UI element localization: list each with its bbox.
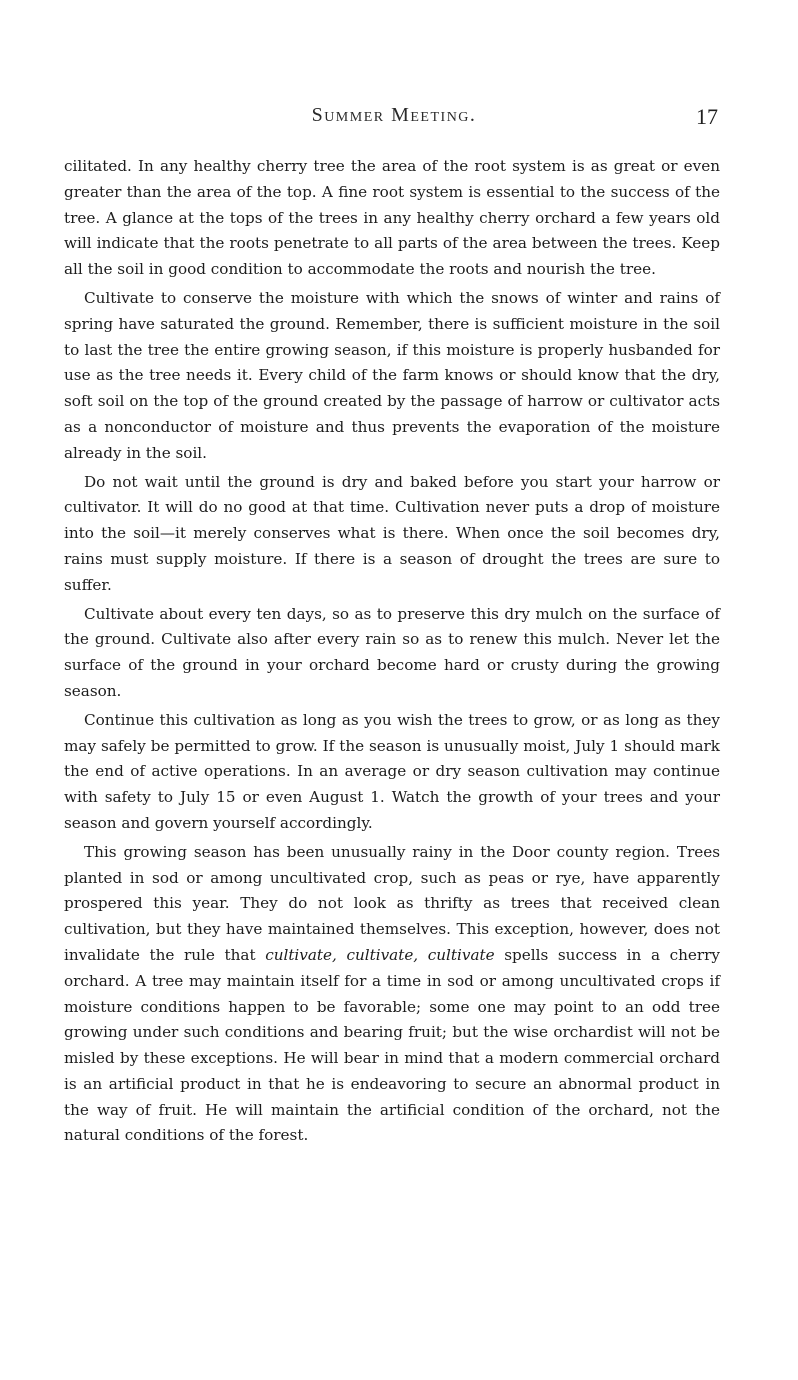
paragraph-dry-mulch: Cultivate about every ten days, so as to preserve this dry mulch on the surface of the ground. Cultivate also after every rain so as to renew this mulch. Never let the surface of the ground in your orchard become hard or crusty during the growing season. (64, 604, 720, 700)
paragraph-conserve-moisture: Cultivate to conserve the moisture with which the snows of winter and rains of spring have saturated the ground. Remember, there is sufficient moisture in the soil to last the tree the entire growing season, if this moisture is properly husbanded for use as the tree needs it. Every child of the farm knows or should know that the dry, soft soil on the top of the ground created by the passage of harrow or cultivator acts as a nonconductor of moisture and thus prevents the evaporation of the moisture already in the soil. (64, 288, 720, 462)
paragraph-root-system: cilitated. In any healthy cherry tree the area of the root system is as great or even greater than the area of the top. A fine root system is essential to the success of the tree. A glance at the tops of the trees in any healthy cherry orchard a few years old will indicate that the roots penetrate to all parts of the area between the trees. Keep all the soil in good condition to accommodate the roots and nourish the tree. (64, 157, 720, 279)
paragraph-rainy-season (64, 840, 720, 1150)
emphasis-cultivate: cultivate, cultivate, cultivate (265, 945, 495, 964)
paragraph-rainy-season-part-2: spells success in a cherry orchard. A tree may maintain itself for a time in sod or among uncultivated crops if moisture conditions happen to be favorable; some one may point to an odd tree growing under such conditions and bearing fruit; but the wise orchardist will not be misled by these exceptions. He will bear in mind that a modern commercial orchard is an artificial product in that he is endeavoring to secure an abnormal product in the way of fruit. He will maintain the artificial condition of the orchard, not the natural conditions of the forest. (64, 945, 721, 1145)
running-title: Summer Meeting. (311, 104, 477, 126)
paragraph-rainy-season-part-1: This growing season has been unusually rainy in the Door county region. Trees planted in sod or among uncultivated crop, such as peas or rye, have apparently prospered this year. They do not look as thrifty as trees that received clean cultivation, but they have maintained themselves. This exception, however, does not invalidate the rule that (64, 842, 720, 964)
running-head (64, 104, 724, 134)
page-number: 17 (696, 104, 718, 129)
paragraph-continue-cultivation: Continue this cultivation as long as you wish the trees to grow, or as long as they may safely be permitted to grow. If the season is unusually moist, July 1 should mark the end of active operations. In an average or dry season cultivation may continue with safety to July 15 or even August 1. Watch the growth of your trees and your season and govern yourself accordingly. (64, 710, 720, 832)
paragraph-do-not-wait: Do not wait until the ground is dry and baked before you start your harrow or cultivator. It will do no good at that time. Cultivation never puts a drop of moisture into the soil—it merely conserves what is there. When once the soil becomes dry, rains must supply moisture. If there is a season of drought the trees are sure to suffer. (64, 472, 720, 594)
body-text (64, 154, 720, 1152)
